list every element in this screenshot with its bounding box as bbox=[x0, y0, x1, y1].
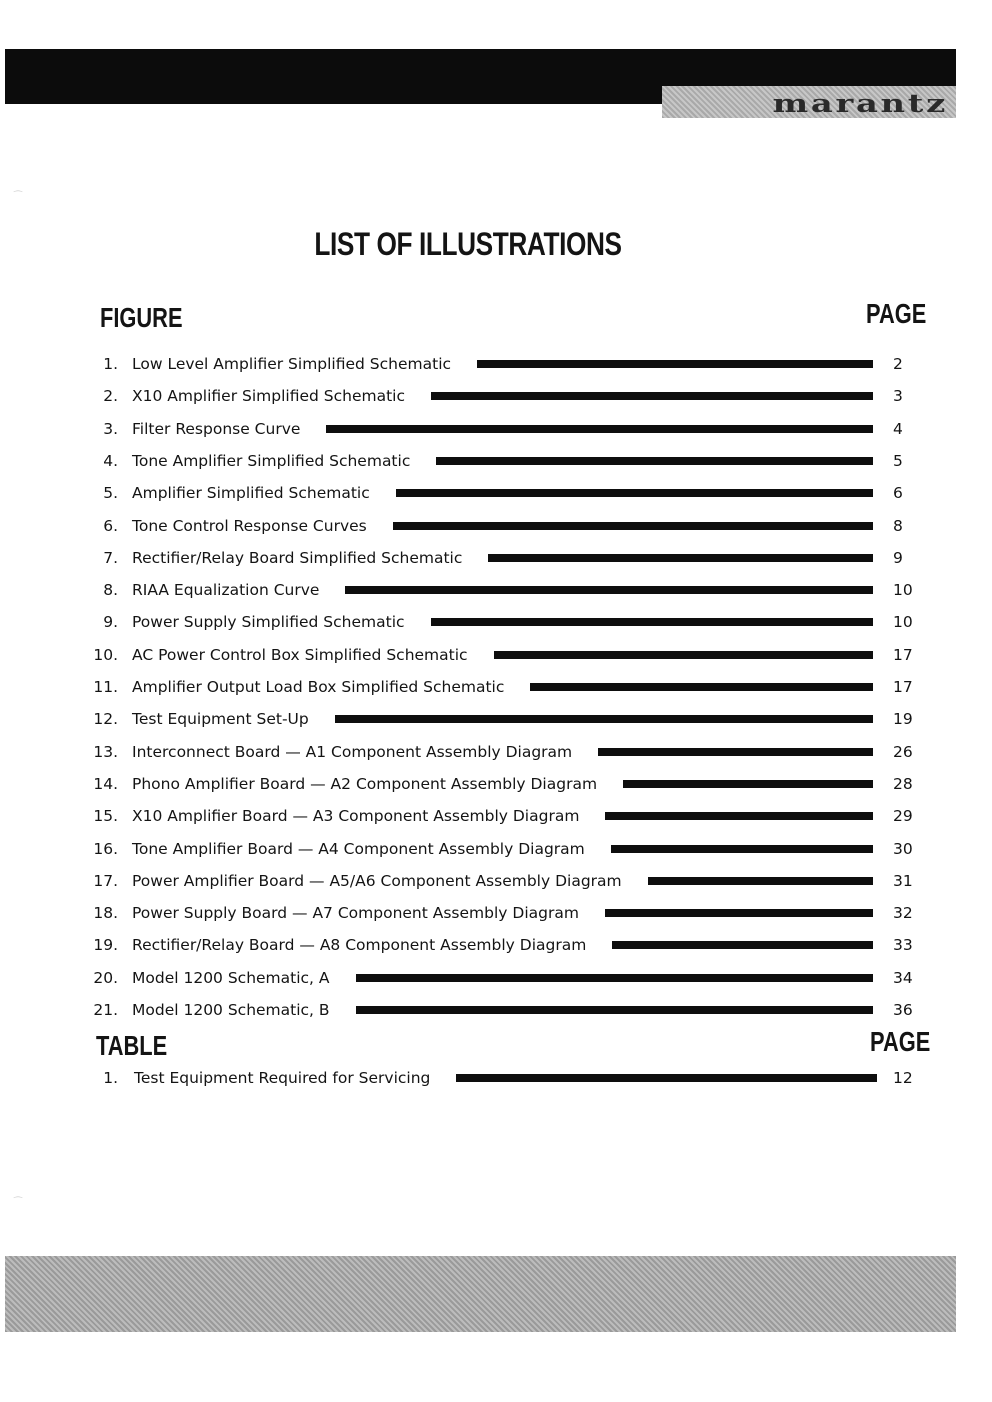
item-label: Power Amplifier Board — A5/A6 Component Assembly Diagram bbox=[132, 871, 622, 890]
item-page-number: 12 bbox=[893, 1069, 913, 1087]
list-item bbox=[0, 580, 992, 600]
item-label: Test Equipment Required for Servicing bbox=[134, 1069, 431, 1087]
leader-line bbox=[436, 457, 873, 465]
item-number: 17. bbox=[93, 871, 118, 890]
item-number: 4. bbox=[103, 451, 118, 470]
item-number: 9. bbox=[103, 613, 118, 632]
brand-logo bbox=[662, 86, 956, 118]
leader-line bbox=[477, 360, 873, 368]
item-number: 8. bbox=[103, 581, 118, 600]
bottom-gray-bar bbox=[5, 1256, 956, 1332]
list-item bbox=[0, 1000, 992, 1020]
item-page-number: 9 bbox=[893, 548, 903, 567]
list-item bbox=[0, 677, 992, 697]
item-number: 11. bbox=[93, 678, 118, 696]
item-number: 19. bbox=[93, 936, 118, 955]
item-label: Tone Amplifier Simplified Schematic bbox=[132, 451, 411, 470]
item-page-number: 3 bbox=[893, 387, 903, 406]
brand-logo-text: marantz bbox=[772, 89, 948, 118]
list-item bbox=[0, 709, 992, 729]
leader-line bbox=[326, 425, 873, 433]
item-page-number: 4 bbox=[893, 419, 903, 438]
item-label: Amplifier Simplified Schematic bbox=[132, 484, 370, 503]
item-label: Amplifier Output Load Box Simplified Schematic bbox=[132, 678, 505, 696]
list-item bbox=[0, 386, 992, 406]
item-number: 5. bbox=[103, 484, 118, 503]
item-number: 10. bbox=[93, 645, 118, 664]
item-page-number: 5 bbox=[893, 451, 903, 470]
item-label: Tone Control Response Curves bbox=[132, 516, 367, 535]
item-page-number: 32 bbox=[893, 904, 913, 923]
item-label: Rectifier/Relay Board — A8 Component Assembly Diagram bbox=[132, 936, 587, 955]
leader-line bbox=[530, 683, 873, 691]
leader-line bbox=[396, 489, 873, 497]
list-item bbox=[0, 645, 992, 665]
list-item bbox=[0, 935, 992, 955]
leader-line bbox=[612, 941, 873, 949]
list-item bbox=[0, 516, 992, 536]
list-item bbox=[0, 839, 992, 859]
list-item bbox=[0, 612, 992, 632]
table-heading: TABLE bbox=[96, 1030, 168, 1061]
list-item bbox=[0, 451, 992, 471]
leader-line bbox=[605, 909, 873, 917]
item-label: Test Equipment Set-Up bbox=[132, 710, 309, 729]
item-label: X10 Amplifier Board — A3 Component Assembly Diagram bbox=[132, 807, 580, 826]
leader-line bbox=[611, 845, 873, 853]
item-label: Power Supply Board — A7 Component Assembly Diagram bbox=[132, 904, 579, 923]
item-number: 16. bbox=[93, 839, 118, 858]
item-page-number: 36 bbox=[893, 1001, 913, 1019]
item-number: 7. bbox=[103, 548, 118, 567]
item-number: 1. bbox=[103, 1069, 118, 1087]
scan-mark: ⁔ bbox=[14, 1188, 23, 1199]
list-item bbox=[0, 806, 992, 826]
item-number: 2. bbox=[103, 387, 118, 406]
scan-mark: ⁔ bbox=[14, 182, 23, 193]
item-page-number: 17 bbox=[893, 678, 913, 696]
item-page-number: 8 bbox=[893, 516, 903, 535]
item-label: Interconnect Board — A1 Component Assembly Diagram bbox=[132, 742, 573, 761]
leader-line bbox=[345, 586, 873, 594]
item-label: Phono Amplifier Board — A2 Component Assembly Diagram bbox=[132, 774, 598, 793]
list-item bbox=[0, 354, 992, 374]
item-label: AC Power Control Box Simplified Schematic bbox=[132, 645, 468, 664]
item-page-number: 26 bbox=[893, 742, 913, 761]
leader-line bbox=[648, 877, 873, 885]
leader-line bbox=[335, 715, 873, 723]
item-number: 18. bbox=[93, 904, 118, 923]
leader-line bbox=[598, 748, 873, 756]
leader-line bbox=[623, 780, 873, 788]
item-label: Rectifier/Relay Board Simplified Schematic bbox=[132, 548, 463, 567]
leader-line bbox=[393, 522, 873, 530]
item-number: 20. bbox=[93, 968, 118, 987]
item-page-number: 2 bbox=[893, 355, 903, 373]
list-item bbox=[0, 742, 992, 762]
list-item bbox=[0, 968, 992, 988]
item-number: 14. bbox=[93, 774, 118, 793]
leader-line bbox=[356, 974, 873, 982]
leader-line bbox=[456, 1074, 877, 1082]
list-item bbox=[0, 483, 992, 503]
item-page-number: 10 bbox=[893, 581, 913, 600]
item-page-number: 19 bbox=[893, 710, 913, 729]
item-number: 15. bbox=[93, 807, 118, 826]
item-number: 1. bbox=[103, 355, 118, 373]
item-label: Model 1200 Schematic, B bbox=[132, 1001, 330, 1019]
item-label: Tone Amplifier Board — A4 Component Assembly Diagram bbox=[132, 839, 585, 858]
list-item bbox=[0, 903, 992, 923]
figure-heading: FIGURE bbox=[100, 302, 183, 333]
list-item bbox=[0, 548, 992, 568]
item-label: Model 1200 Schematic, A bbox=[132, 968, 330, 987]
item-number: 12. bbox=[93, 710, 118, 729]
leader-line bbox=[356, 1006, 873, 1014]
item-page-number: 6 bbox=[893, 484, 903, 503]
list-item bbox=[0, 774, 992, 794]
list-item bbox=[0, 419, 992, 439]
item-page-number: 29 bbox=[893, 807, 913, 826]
list-item bbox=[0, 1068, 992, 1088]
item-label: Power Supply Simplified Schematic bbox=[132, 613, 405, 632]
item-label: X10 Amplifier Simplified Schematic bbox=[132, 387, 406, 406]
item-label: Low Level Amplifier Simplified Schematic bbox=[132, 355, 452, 373]
item-number: 6. bbox=[103, 516, 118, 535]
leader-line bbox=[488, 554, 873, 562]
item-number: 3. bbox=[103, 419, 118, 438]
item-page-number: 10 bbox=[893, 613, 913, 632]
item-page-number: 33 bbox=[893, 936, 913, 955]
leader-line bbox=[494, 651, 873, 659]
item-label: Filter Response Curve bbox=[132, 419, 301, 438]
item-page-number: 30 bbox=[893, 839, 913, 858]
leader-line bbox=[431, 392, 873, 400]
leader-line bbox=[431, 618, 873, 626]
item-page-number: 17 bbox=[893, 645, 913, 664]
table-page-heading: PAGE bbox=[869, 1026, 930, 1057]
figure-page-heading: PAGE bbox=[865, 298, 926, 329]
item-page-number: 34 bbox=[893, 968, 913, 987]
leader-line bbox=[605, 812, 873, 820]
item-number: 21. bbox=[93, 1001, 118, 1019]
list-item bbox=[0, 871, 992, 891]
item-label: RIAA Equalization Curve bbox=[132, 581, 320, 600]
item-page-number: 28 bbox=[893, 774, 913, 793]
item-number: 13. bbox=[93, 742, 118, 761]
page-title: LIST OF ILLUSTRATIONS bbox=[314, 226, 622, 262]
item-page-number: 31 bbox=[893, 871, 913, 890]
